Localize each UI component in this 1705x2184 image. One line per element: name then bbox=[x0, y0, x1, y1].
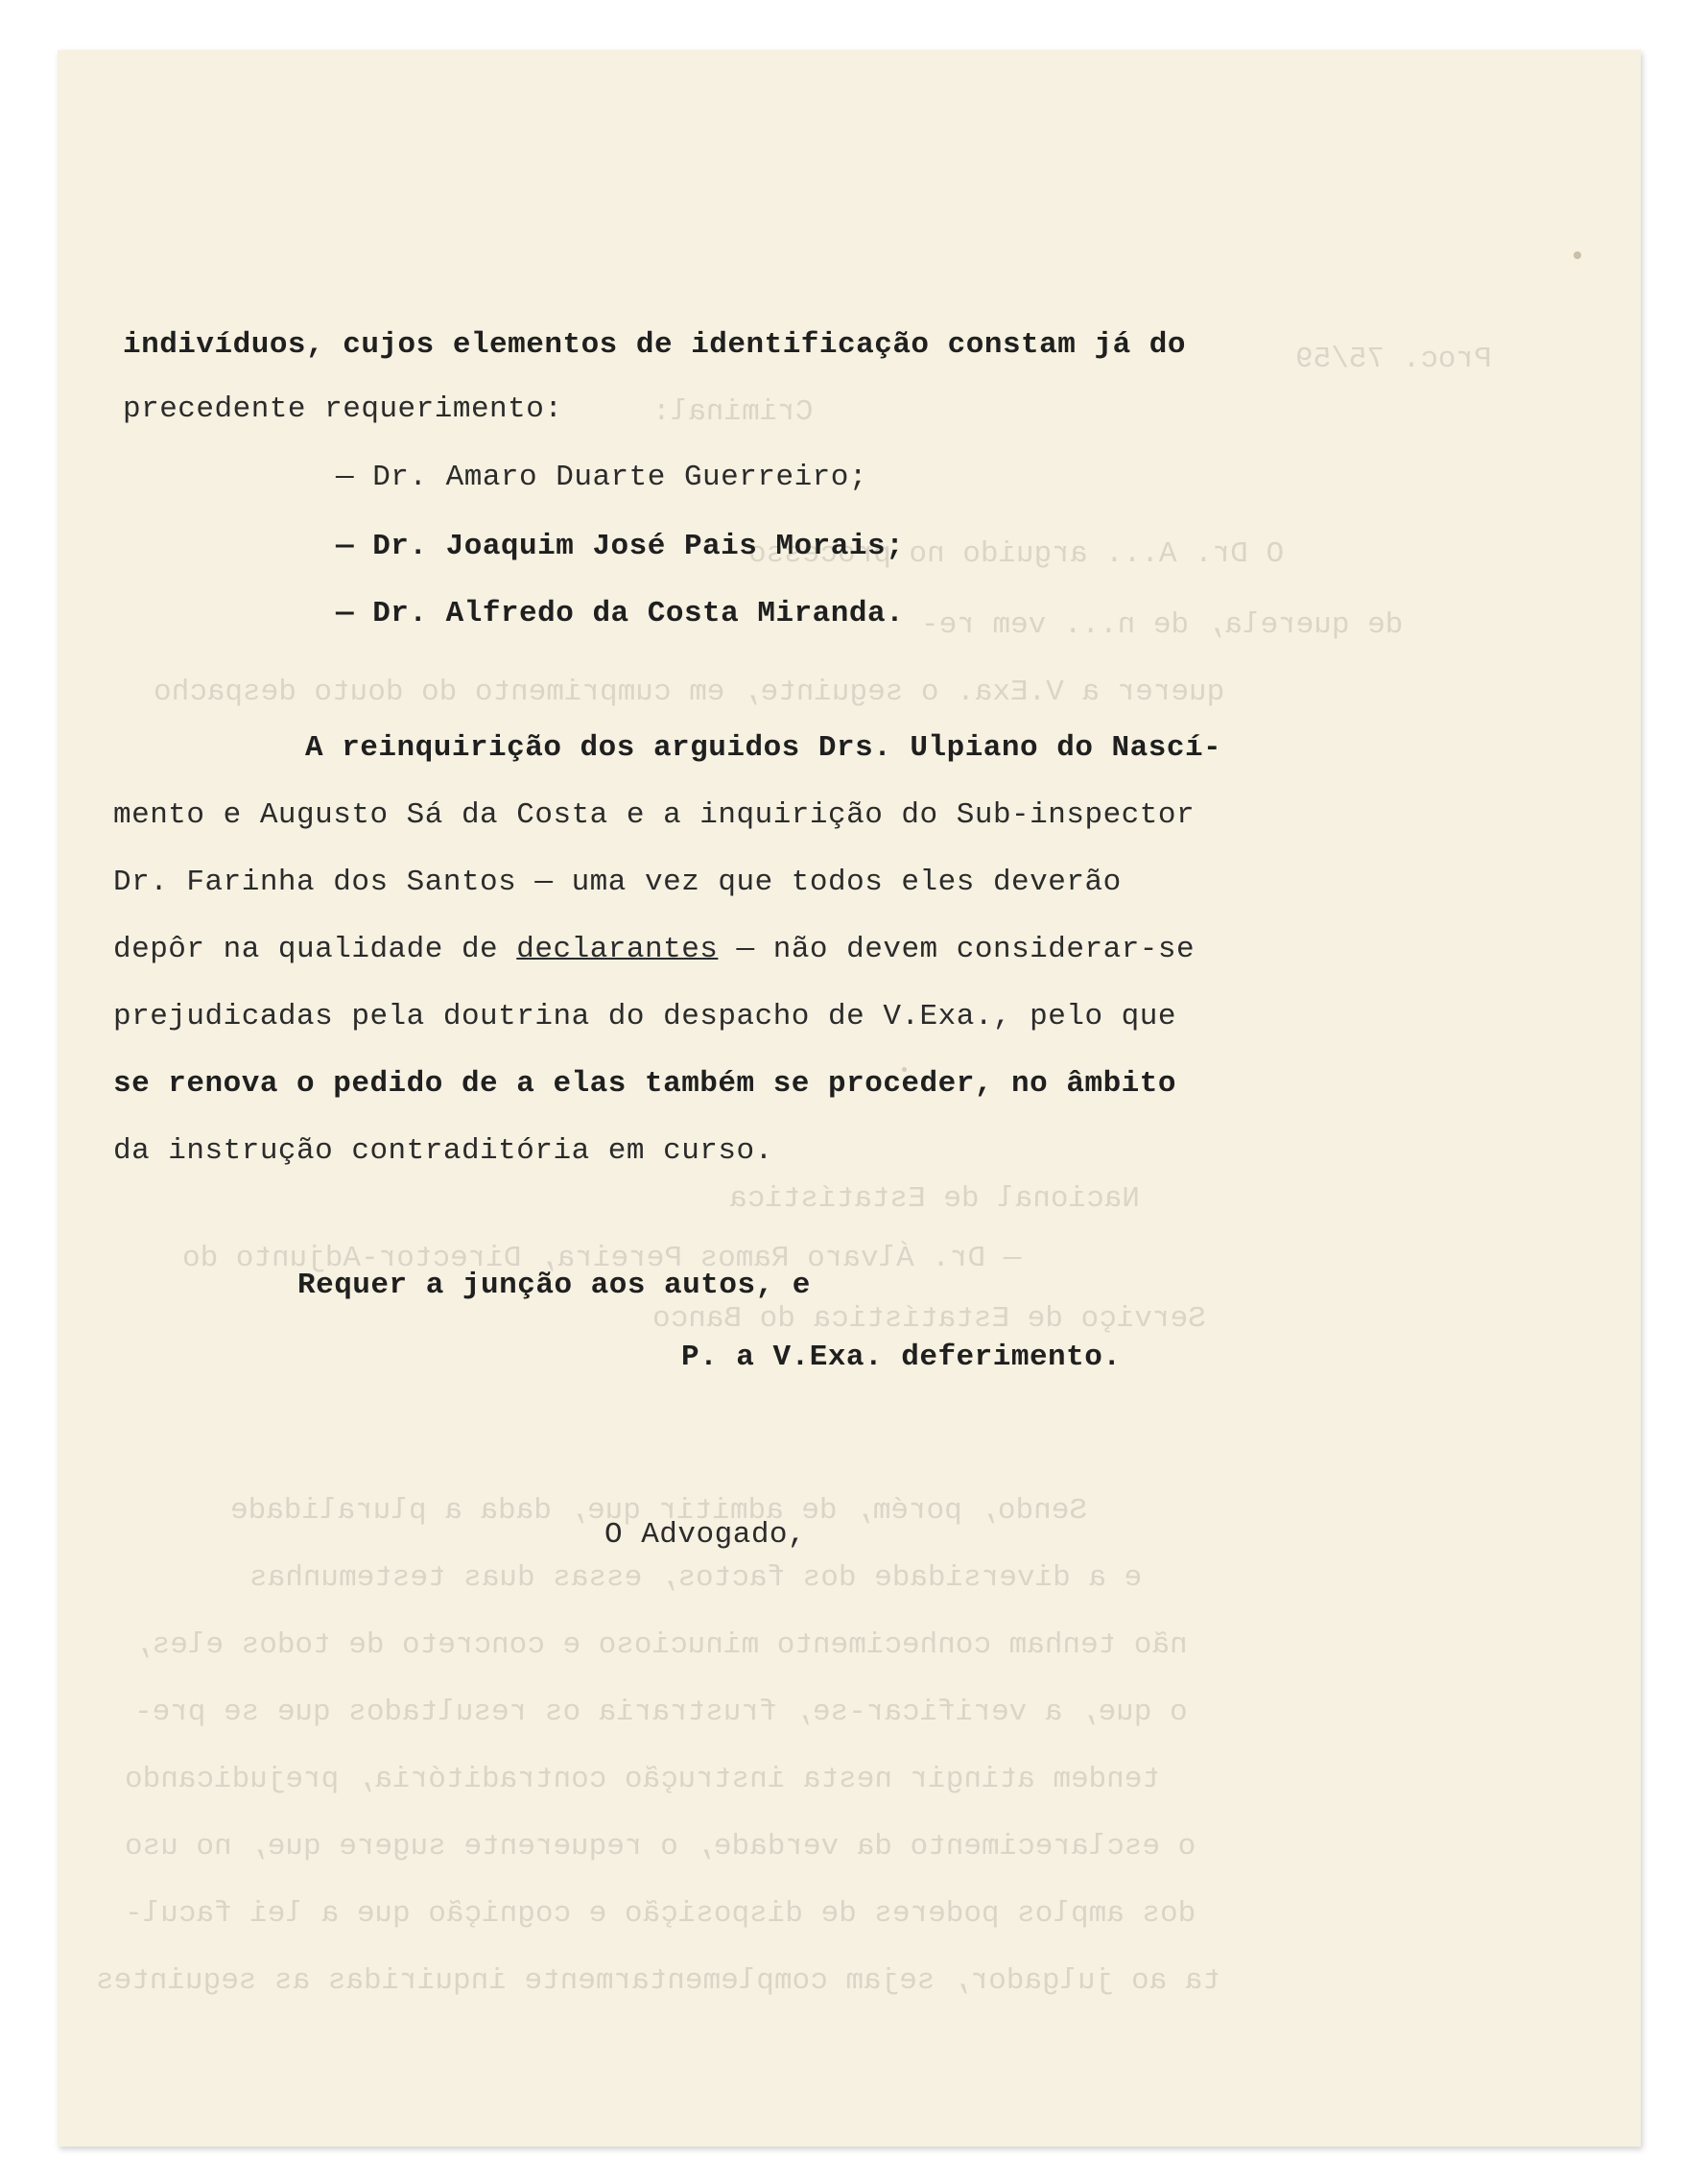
ghost-line: — Dr. Álvaro Ramos Pereira, Director-Adjunto do bbox=[182, 1242, 1022, 1275]
body-line-1: indivíduos, cujos elementos de identificação constam já do bbox=[123, 328, 1186, 362]
ghost-line: Criminal: bbox=[652, 395, 814, 429]
text-segment: depôr na qualidade de bbox=[113, 933, 517, 966]
paragraph-2-line-7: da instrução contraditória em curso. bbox=[113, 1134, 773, 1168]
list-item-3: — Dr. Alfredo da Costa Miranda. bbox=[336, 597, 905, 630]
ghost-line: o esclarecimento da verdade, o requerente sugere que, no uso bbox=[125, 1830, 1196, 1864]
paper-stain bbox=[1574, 251, 1581, 259]
ghost-line: de querela, de n... vem re- bbox=[921, 608, 1404, 642]
signature-label: O Advogado, bbox=[604, 1518, 807, 1552]
ghost-line: querer a V.Exa. o seguinte, em cumprimento do douto despacho bbox=[154, 676, 1225, 709]
paragraph-2-line-5: prejudicadas pela doutrina do despacho de V.Exa., pelo que bbox=[113, 1000, 1176, 1033]
document-page bbox=[58, 50, 1641, 2147]
body-line-2: precedente requerimento: bbox=[123, 392, 563, 426]
ghost-line: tendem atingir nesta instrução contraditória, prejudicando bbox=[125, 1763, 1160, 1796]
underlined-word: declarantes bbox=[516, 933, 719, 966]
ghost-line: Nacional de Estatística bbox=[729, 1182, 1140, 1216]
ghost-line: o que, a verificar-se, frustraria os resultados que se pre- bbox=[134, 1696, 1188, 1729]
ghost-line: Sendo, porém, de admitir que, dada a pluralidade bbox=[230, 1494, 1087, 1528]
paragraph-2-line-6: se renova o pedido de a elas também se proceder, no âmbito bbox=[113, 1067, 1176, 1101]
paragraph-2-line-1: A reinquirição dos arguidos Drs. Ulpiano do Nascí- bbox=[305, 731, 1222, 765]
text-segment: — não devem considerar-se bbox=[718, 933, 1196, 966]
ghost-line: Serviço de Estatística do Banco bbox=[652, 1302, 1206, 1336]
closing-line: P. a V.Exa. deferimento. bbox=[681, 1341, 1122, 1374]
request-line: Requer a junção aos autos, e bbox=[297, 1269, 811, 1302]
ghost-line: O Dr. A... arguido no processo bbox=[748, 537, 1285, 571]
ghost-line: Proc. 75/59 bbox=[1295, 343, 1492, 376]
ghost-line: e a diversidade dos factos, essas duas testemunhas bbox=[249, 1561, 1143, 1595]
ghost-line: não tenham conhecimento minucioso e concreto de todos eles, bbox=[134, 1628, 1188, 1662]
paragraph-2-line-3: Dr. Farinha dos Santos — uma vez que todos eles deverão bbox=[113, 866, 1122, 899]
paragraph-2-line-4 bbox=[113, 933, 1195, 966]
list-item-1: — Dr. Amaro Duarte Guerreiro; bbox=[336, 461, 867, 494]
paragraph-2-line-2: mento e Augusto Sá da Costa e a inquirição do Sub-inspector bbox=[113, 798, 1196, 832]
list-item-2: — Dr. Joaquim José Pais Morais; bbox=[336, 530, 905, 563]
ghost-line: ta ao julgador, sejam complementarmente inquiridas as seguintes bbox=[96, 1964, 1220, 1998]
ghost-line: dos amplos poderes de disposição e cognição que a lei facul- bbox=[125, 1897, 1196, 1931]
